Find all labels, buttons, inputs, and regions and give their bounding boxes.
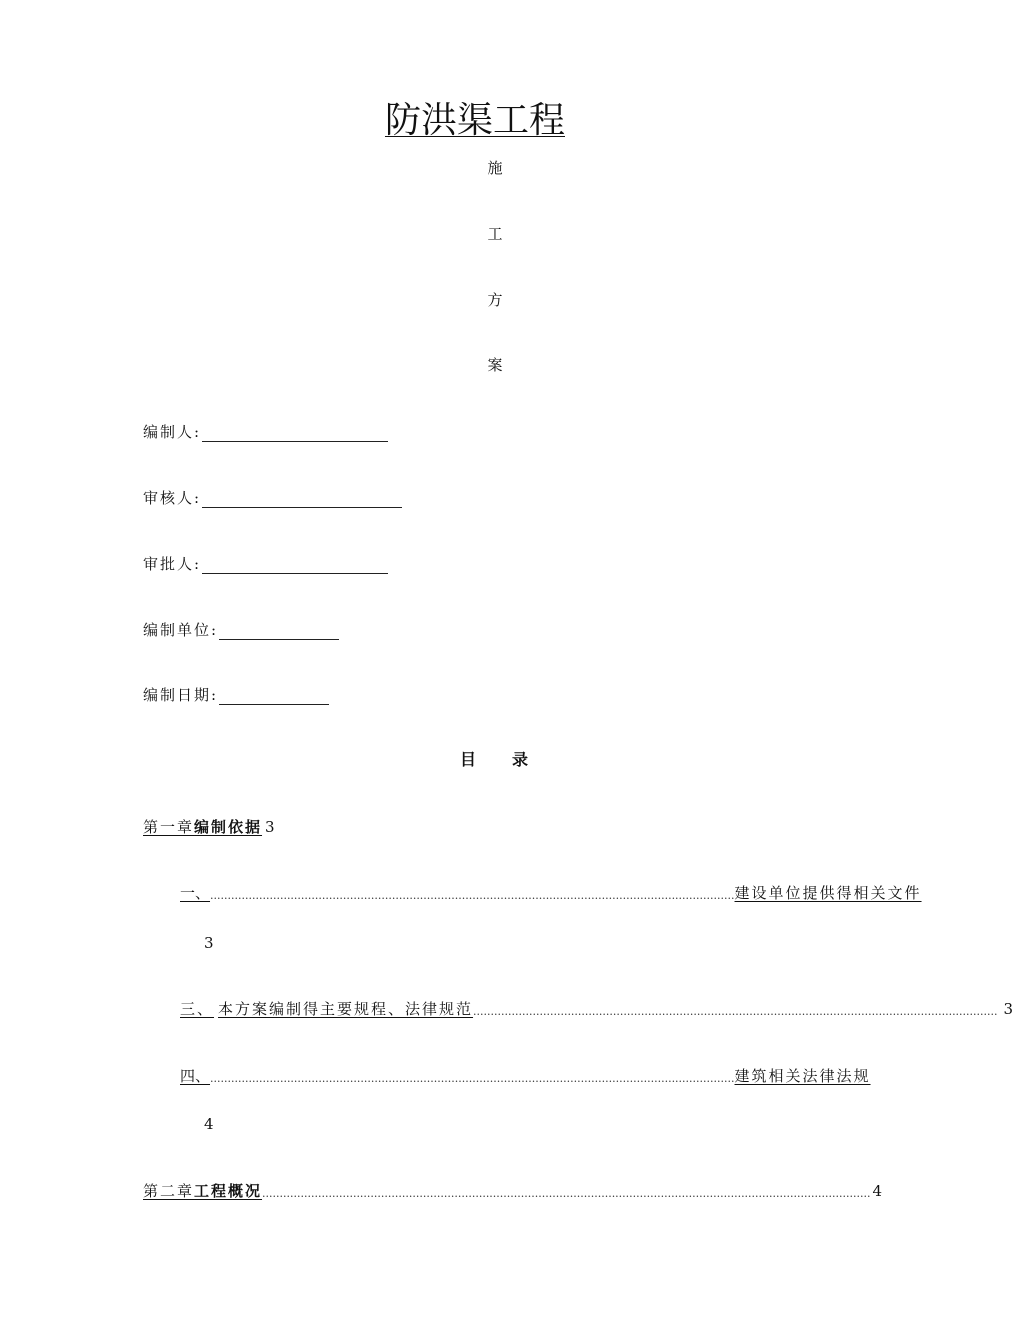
toc-heading <box>460 750 528 770</box>
toc-entry-title: 建筑相关法律法规 <box>734 1067 871 1085</box>
field-compiler-blank[interactable] <box>202 426 388 442</box>
subtitle-char-1: 施 <box>487 159 503 177</box>
toc-entry-section-1[interactable] <box>180 883 922 903</box>
toc-leader-dots: ...................................................................................................................................................... <box>473 1005 998 1018</box>
field-date-label: 编制日期: <box>143 686 219 704</box>
subtitle-char-3: 方 <box>487 291 503 309</box>
toc-entry-title: 编制依据 <box>194 818 263 836</box>
field-reviewer-label: 审核人: <box>143 489 202 507</box>
toc-entry-title: 本方案编制得主要规程、法律规范 <box>218 1000 474 1018</box>
toc-entry-chapter-1[interactable] <box>143 817 275 837</box>
toc-entry-prefix: 第二章 <box>143 1182 195 1200</box>
toc-entry-page: 4 <box>872 1182 882 1200</box>
toc-leader-dots: .............................................................................................................................................................................. <box>262 1187 871 1200</box>
field-compiler <box>143 422 388 442</box>
field-unit <box>143 620 339 640</box>
toc-entry-page: 3 <box>204 934 214 952</box>
toc-heading-char-1: 目 <box>460 750 477 769</box>
toc-entry-prefix: 一、 <box>180 884 211 902</box>
subtitle-char-2: 工 <box>487 225 503 243</box>
toc-entry-section-4-page-line <box>204 1114 214 1134</box>
toc-entry-title: 建设单位提供得相关文件 <box>734 884 922 902</box>
document-title-text: 防洪渠工程 <box>384 100 565 141</box>
toc-entry-page: 4 <box>204 1115 214 1133</box>
field-date <box>143 685 329 705</box>
subtitle-char-4: 案 <box>487 356 503 374</box>
toc-heading-char-2: 录 <box>512 750 529 769</box>
toc-leader-dots: ...................................................................................................................................................... <box>210 1072 735 1085</box>
toc-entry-prefix: 三、 <box>180 1000 215 1018</box>
toc-leader-dots: ...................................................................................................................................................... <box>210 889 735 902</box>
field-reviewer <box>143 488 402 508</box>
toc-entry-page: 3 <box>265 818 275 836</box>
field-approver-blank[interactable] <box>202 558 388 574</box>
field-unit-label: 编制单位: <box>143 621 219 639</box>
toc-entry-section-3[interactable] <box>180 999 1013 1019</box>
field-approver-label: 审批人: <box>143 555 202 573</box>
toc-entry-title: 工程概况 <box>194 1182 263 1200</box>
toc-entry-prefix: 四、 <box>180 1067 211 1085</box>
field-date-blank[interactable] <box>219 689 329 705</box>
toc-entry-section-1-page-line <box>204 933 214 953</box>
toc-entry-prefix: 第一章 <box>143 818 195 836</box>
toc-entry-page: 3 <box>1003 1000 1013 1018</box>
document-title <box>0 96 950 146</box>
toc-entry-chapter-2[interactable] <box>143 1181 882 1201</box>
field-approver <box>143 554 388 574</box>
field-reviewer-blank[interactable] <box>202 492 402 508</box>
toc-entry-section-4[interactable] <box>180 1066 871 1086</box>
field-compiler-label: 编制人: <box>143 423 202 441</box>
field-unit-blank[interactable] <box>219 624 339 640</box>
